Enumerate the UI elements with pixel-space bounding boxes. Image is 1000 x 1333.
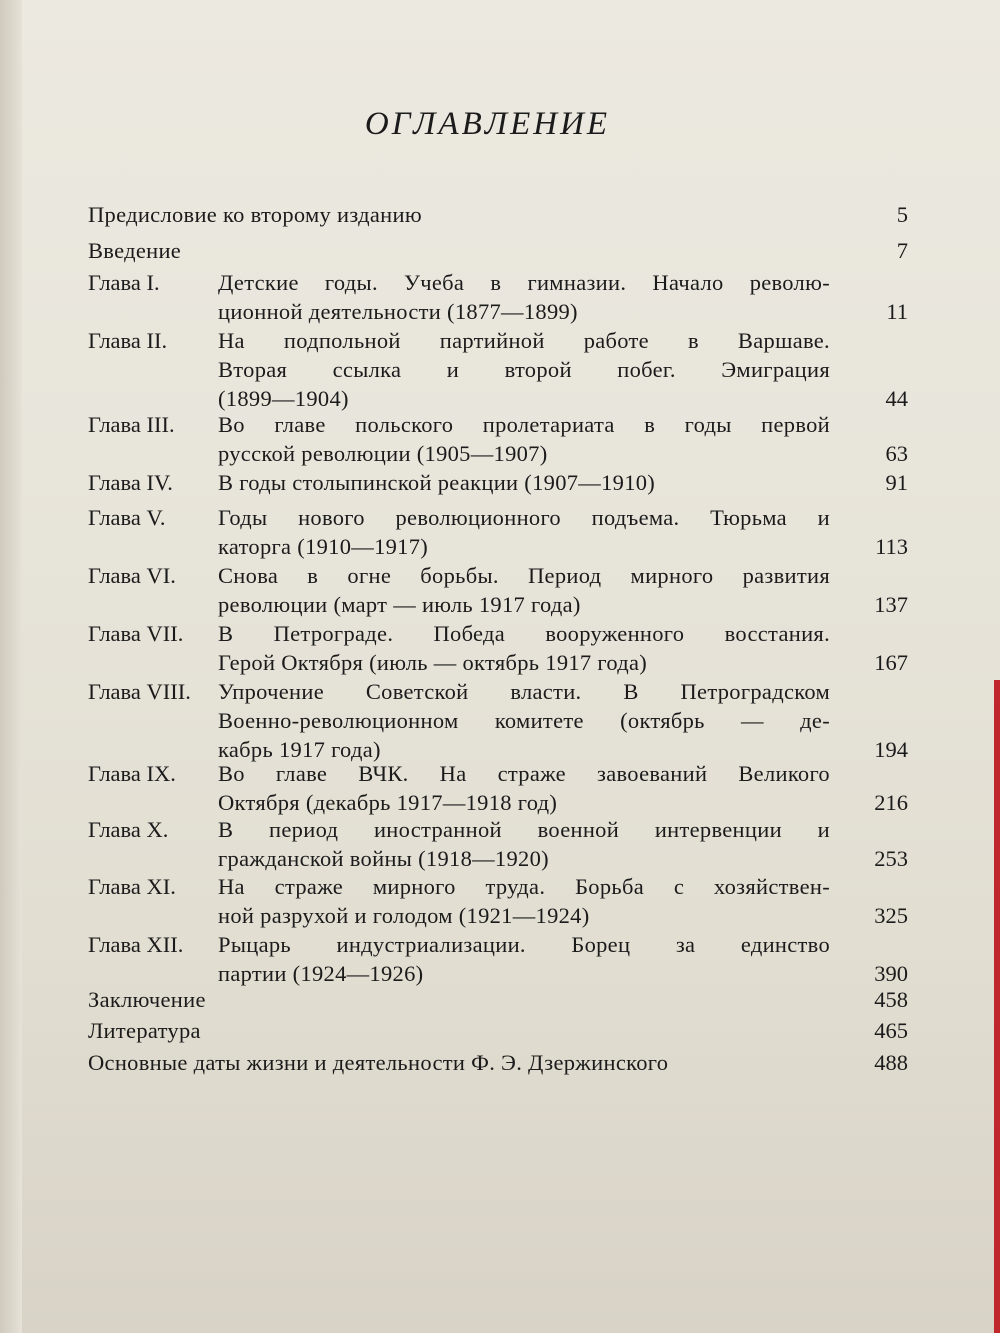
chapter-label: Глава III. [88, 412, 175, 437]
toc-entry-line: Годы нового революционного подъема. Тюрьма и [218, 505, 830, 530]
toc-entry-title: Предисловие ко второму изданию [88, 202, 422, 227]
chapter-label: Глава XII. [88, 932, 184, 957]
toc-entry-line: Упрочение Советской власти. В Петроградском [218, 679, 830, 704]
toc-entry-line: Снова в огне борьбы. Период мирного развития [218, 563, 830, 588]
toc-entry-line: кабрь 1917 года) [218, 737, 381, 762]
toc-entry-page: 216 [874, 790, 908, 815]
toc-entry-line: Во главе польского пролетариата в годы первой [218, 412, 830, 437]
chapter-label: Глава IX. [88, 761, 176, 786]
toc-entry-line: русской революции (1905—1907) [218, 441, 548, 466]
chapter-label: Глава IV. [88, 470, 173, 495]
toc-entry-page: 465 [874, 1018, 908, 1043]
toc-entry-line: На страже мирного труда. Борьба с хозяйствен- [218, 874, 830, 899]
toc-entry-line: Герой Октября (июль — октябрь 1917 года) [218, 650, 648, 675]
toc-entry-line: Детские годы. Учеба в гимназии. Начало револю- [218, 270, 830, 295]
toc-entry-page: 91 [885, 470, 908, 495]
toc-entry-page: 458 [874, 987, 908, 1012]
chapter-label: Глава VII. [88, 621, 184, 646]
toc-entry-title: Введение [88, 238, 182, 263]
chapter-label: Глава XI. [88, 874, 176, 899]
toc-entry-line: В годы столыпинской реакции (1907—1910) [218, 470, 656, 495]
toc-entry-line: На подпольной партийной работе в Варшаве. [218, 328, 830, 353]
chapter-label: Глава V. [88, 505, 166, 530]
toc-entry-line: Военно-революционном комитете (октябрь — де- [218, 708, 830, 733]
toc-entry-line: (1899—1904) [218, 386, 349, 411]
toc-entry-page: 7 [896, 238, 908, 263]
chapter-label: Глава X. [88, 817, 169, 842]
toc-entry-line: В Петрограде. Победа вооруженного восстания. [218, 621, 830, 646]
toc-entry-line: ционной деятельности (1877—1899) [218, 299, 578, 324]
toc-entry-title: Заключение [88, 987, 206, 1012]
toc-entry-line: партии (1924—1926) [218, 961, 424, 986]
chapter-label: Глава II. [88, 328, 168, 353]
chapter-label: Глава VIII. [88, 679, 191, 704]
toc-entry-page: 390 [874, 961, 908, 986]
toc-entry-page: 488 [874, 1050, 908, 1075]
toc-entry-line: В период иностранной военной интервенции и [218, 817, 830, 842]
toc-entry-page: 167 [874, 650, 908, 675]
toc-entry-line: Вторая ссылка и второй побег. Эмиграция [218, 357, 830, 382]
toc-entry-page: 5 [896, 202, 908, 227]
toc-entry-page: 194 [874, 737, 908, 762]
chapter-label: Глава VI. [88, 563, 176, 588]
toc-entry-line: гражданской войны (1918—1920) [218, 846, 549, 871]
toc-entry-line: Октября (декабрь 1917—1918 год) [218, 790, 558, 815]
toc-entry-page: 44 [885, 386, 908, 411]
toc-entry-page: 253 [874, 846, 908, 871]
toc-entry-page: 11 [886, 299, 908, 324]
toc-entry-line: каторга (1910—1917) [218, 534, 429, 559]
toc-entry-title: Литература [88, 1018, 201, 1043]
toc-entry-line: ной разрухой и голодом (1921—1924) [218, 903, 590, 928]
toc-entry-line: Во главе ВЧК. На страже завоеваний Великого [218, 761, 830, 786]
toc-entry-line: Рыцарь индустриализации. Борец за единство [218, 932, 830, 957]
toc-entry-page: 325 [874, 903, 908, 928]
toc-entry-line: революции (март — июль 1917 года) [218, 592, 581, 617]
toc-entry-title: Основные даты жизни и деятельности Ф. Э. Дзержинского [88, 1050, 669, 1075]
page-title: ОГЛАВЛЕНИЕ [364, 106, 611, 143]
toc-entry-page: 63 [885, 441, 908, 466]
chapter-label: Глава I. [88, 270, 160, 295]
toc-entry-page: 137 [874, 592, 908, 617]
toc-entry-page: 113 [875, 534, 908, 559]
